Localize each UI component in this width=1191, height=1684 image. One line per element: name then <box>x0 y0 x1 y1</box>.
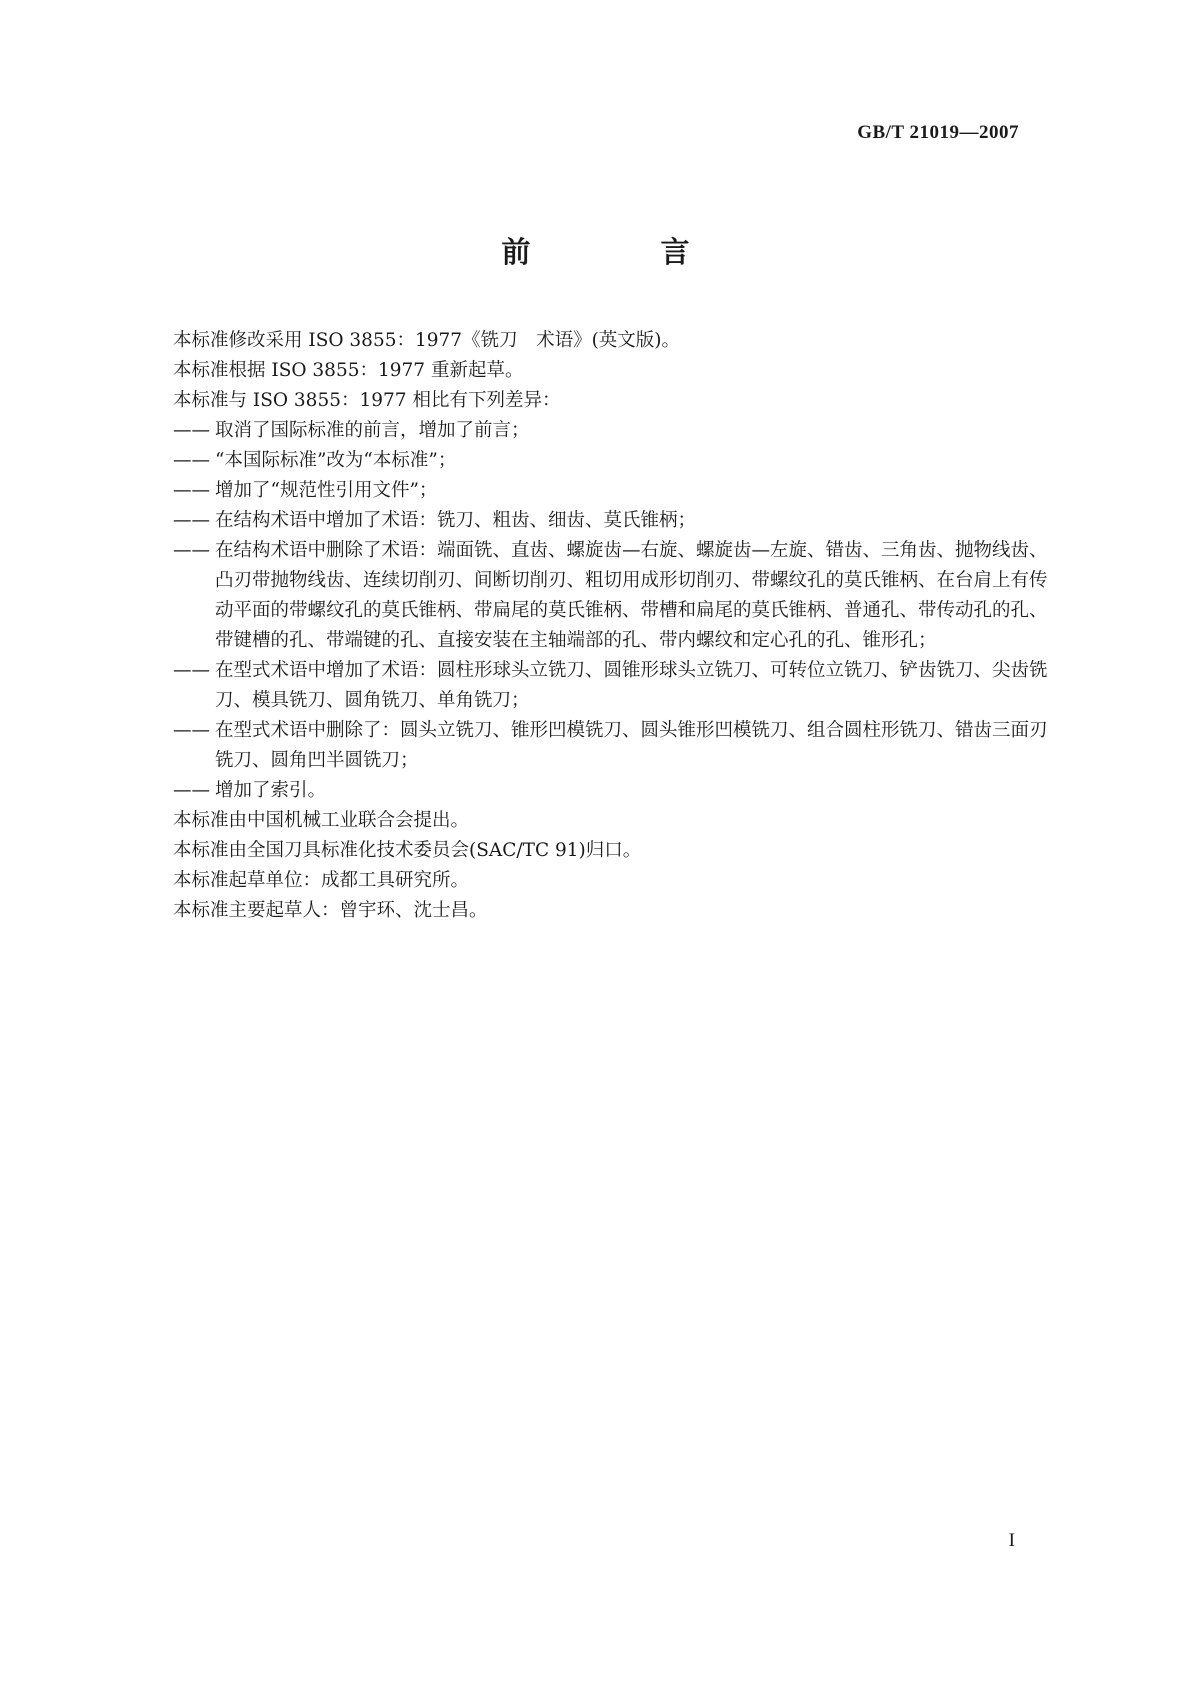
difference-item <box>173 776 1057 806</box>
difference-item <box>173 656 1057 716</box>
intro-paragraph-redraft: 本标准根据 ISO 3855：1977 重新起草。 <box>173 360 524 381</box>
dash-marker: —— <box>173 780 210 801</box>
dash-marker: —— <box>173 540 210 561</box>
closing-authority: 本标准由全国刀具标准化技术委员会(SAC/TC 91)归口。 <box>173 840 642 861</box>
closing-drafting-unit: 本标准起草单位：成都工具研究所。 <box>173 870 470 891</box>
difference-item <box>173 446 1057 476</box>
difference-text: 取消了国际标准的前言，增加了前言； <box>215 420 530 441</box>
standard-code: GB/T 21019—2007 <box>857 122 1019 143</box>
difference-text: 增加了“规范性引用文件”； <box>215 480 438 501</box>
intro-paragraph-adoption: 本标准修改采用 ISO 3855：1977《铣刀 术语》(英文版)。 <box>173 330 681 351</box>
dash-marker: —— <box>173 450 210 471</box>
difference-text: 在结构术语中删除了术语：端面铣、直齿、螺旋齿—右旋、螺旋齿—左旋、错齿、三角齿、抛物线齿、凸刃带抛物线齿、连续切削刃、间断切削刃、粗切用成形切削刃、带螺纹孔的莫氏锥柄、在台肩上有传动平面的带螺纹孔的莫氏锥柄、带扁尾的莫氏锥柄、带槽和扁尾的莫氏锥柄、普通孔、带传动孔的孔、带键槽的孔、带端键的孔、直接安装在主轴端部的孔、带内螺纹和定心孔的孔、锥形孔； <box>215 540 1048 651</box>
dash-marker: —— <box>173 480 210 501</box>
page-title: 前 言 <box>501 235 750 269</box>
difference-text: “本国际标准”改为“本标准”； <box>215 450 457 471</box>
difference-item <box>173 476 1057 506</box>
dash-marker: —— <box>173 660 210 681</box>
closing-proposer: 本标准由中国机械工业联合会提出。 <box>173 810 470 831</box>
difference-text: 在型式术语中增加了术语：圆柱形球头立铣刀、圆锥形球头立铣刀、可转位立铣刀、铲齿铣刀、尖齿铣刀、模具铣刀、圆角铣刀、单角铣刀； <box>215 660 1048 711</box>
dash-marker: —— <box>173 420 210 441</box>
dash-marker: —— <box>173 720 210 741</box>
difference-item <box>173 716 1057 776</box>
difference-text: 在结构术语中增加了术语：铣刀、粗齿、细齿、莫氏锥柄； <box>215 510 697 531</box>
dash-marker: —— <box>173 510 210 531</box>
closing-drafters: 本标准主要起草人：曾宇环、沈士昌。 <box>173 900 488 921</box>
difference-item <box>173 536 1057 656</box>
difference-text: 在型式术语中删除了：圆头立铣刀、锥形凹模铣刀、圆头锥形凹模铣刀、组合圆柱形铣刀、错齿三面刃铣刀、圆角凹半圆铣刀； <box>215 720 1048 771</box>
difference-text: 增加了索引。 <box>215 780 327 801</box>
difference-item <box>173 416 1057 446</box>
difference-item <box>173 506 1057 536</box>
intro-paragraph-differences: 本标准与 ISO 3855：1977 相比有下列差异： <box>173 390 561 411</box>
page-number: I <box>1008 1530 1015 1551</box>
foreword-body <box>173 326 1057 926</box>
